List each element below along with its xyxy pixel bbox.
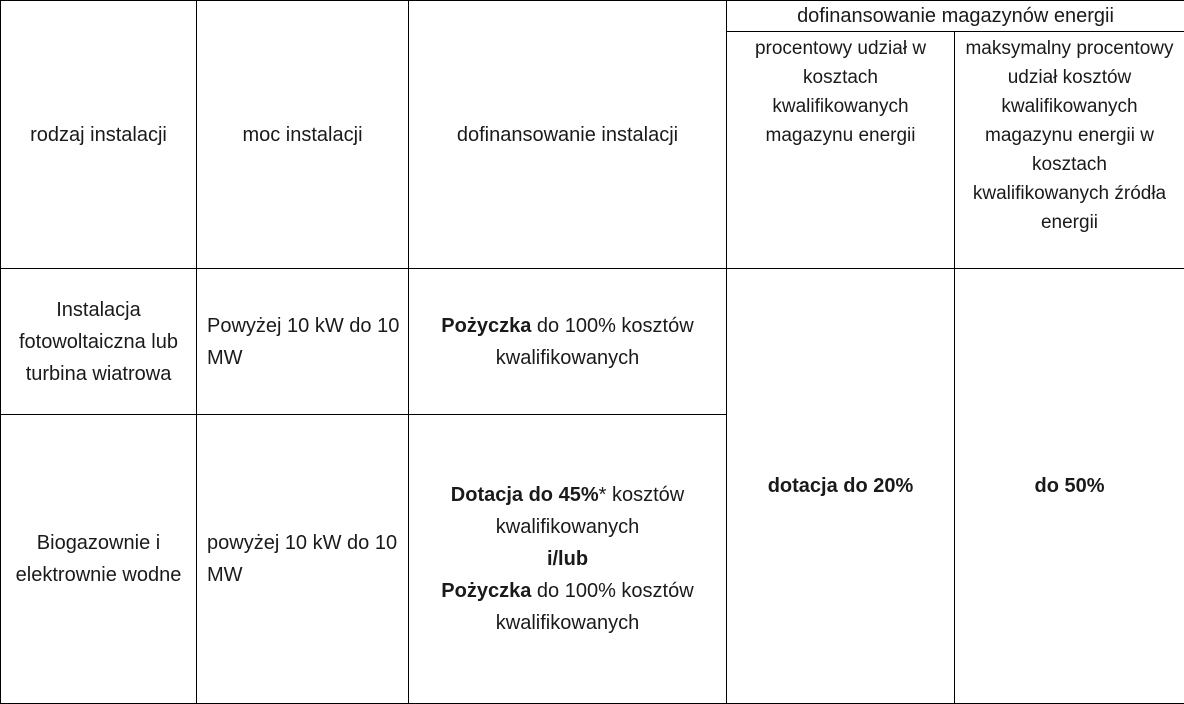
row2-type: Biogazownie i elektrownie wodne [1, 415, 197, 704]
header-installation-funding: dofinansowanie instalacji [409, 1, 727, 269]
row2-loan-text: do 100% kosztów kwalifikowanych [496, 580, 694, 634]
storage-max-share-value: do 50% [955, 269, 1184, 704]
row2-funding [409, 415, 727, 704]
row1-loan-text: do 100% kosztów kwalifikowanych [496, 315, 694, 369]
storage-share-value: dotacja do 20% [727, 269, 955, 704]
header-installation-power: moc instalacji [197, 1, 409, 269]
row2-power: powyżej 10 kW do 10 MW [197, 415, 409, 704]
header-storage-share: procentowy udział w kosztach kwalifikowanych magazynu energii [727, 32, 955, 269]
row2-grant-label: Dotacja do 45% [451, 484, 599, 506]
row2-connector: i/lub [417, 543, 718, 575]
row1-type: Instalacja fotowoltaiczna lub turbina wiatrowa [1, 269, 197, 415]
row1-loan-label: Pożyczka [441, 315, 531, 337]
header-storage-funding: dofinansowanie magazynów energii [727, 1, 1184, 32]
row1-funding [409, 269, 727, 415]
row2-loan-label: Pożyczka [441, 580, 531, 602]
header-installation-type: rodzaj instalacji [1, 1, 197, 269]
row2-grant-text: * kosztów kwalifikowanych [496, 484, 684, 538]
header-storage-max-share: maksymalny procentowy udział kosztów kwalifikowanych magazynu energii w kosztach kwalifikowanych źródła energii [955, 32, 1184, 269]
row1-power: Powyżej 10 kW do 10 MW [197, 269, 409, 415]
